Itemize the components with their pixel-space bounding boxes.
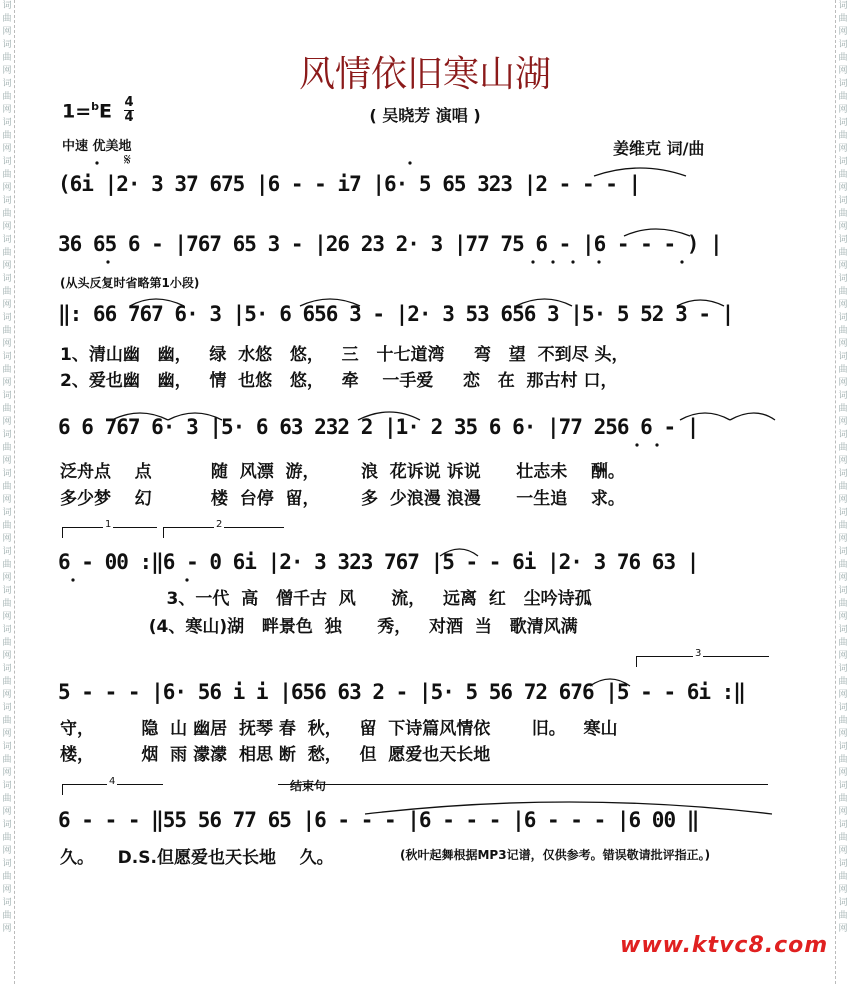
slur-8 (680, 413, 730, 420)
dot-11 (71, 578, 74, 581)
slur-9 (730, 413, 775, 420)
ending-label: 结束句 (290, 779, 327, 793)
dot-10 (655, 443, 658, 446)
slur-4 (677, 300, 724, 306)
music-row-5: 6 - 00 :‖6 - 0 6i |2· 3 323 767 |5 - - 6i |2· 3 76 63 | (58, 550, 699, 574)
tempo-marking: 中速 优美地 (62, 139, 132, 154)
slur-5 (112, 413, 168, 420)
repeat-note: (从头反复时省略第1小段) (60, 276, 200, 290)
dot-7 (597, 260, 600, 263)
dot-12 (185, 578, 188, 581)
song-title: 风情依旧寒山湖 (298, 54, 551, 95)
transcriber-note: (秋叶起舞根据MP3记谱，仅供参考。错误敬请批评指正。) (400, 848, 711, 862)
left-watermark-strip: 词曲网词曲网词曲网词曲网词曲网词曲网词曲网词曲网词曲网词曲网词曲网词曲网词曲网词曲网词曲网词曲网词曲网词曲网词曲网词曲网词曲网词曲网词曲网词曲网 (0, 0, 15, 984)
lyric-row-5-verse-3: 3、一代 高 僧千古 风 流， 远离 红 尘吟诗孤 (60, 589, 592, 609)
lyric-row-4-verse-2: 多少梦 幻 楼 台停 留， 多 少浪漫 浪漫 一生追 求。 (60, 489, 625, 509)
slur-13 (594, 168, 686, 176)
dot-8 (680, 260, 683, 263)
lyric-row-6-verse-4: 楼， 烟 雨 濛濛 相思 断 愁， 但 愿爱也天长地 (60, 745, 491, 765)
key-prefix: 1= (62, 100, 92, 123)
music-row-4: 6 6 767 6· 3 |5· 6 63 232 2 |1· 2 35 6 6· |77 256 6 - | (58, 415, 699, 439)
slur-1 (130, 299, 184, 306)
lyric-row-3-verse-2: 2、爱也幽 幽， 情 也悠 悠， 牵 一手爱 恋 在 那古村 口， (60, 371, 618, 391)
music-row-1: (6i |2· 3 37 675 |6 - - i7 |6· 5 65 323 |2 - - - | (58, 172, 641, 196)
dot-4 (531, 260, 534, 263)
volta-number-4: 4 (109, 776, 116, 787)
slur-11 (590, 679, 630, 686)
key-note: E (99, 100, 112, 123)
author-credit: 姜维克 词/曲 (613, 139, 705, 158)
music-row-3: ‖: 66 767 6· 3 |5· 6 656 3 - |2· 3 53 656 3 |5· 5 52 3 - | (58, 302, 734, 326)
slur-6 (168, 413, 222, 420)
lyric-row-5-verse-4: (4、寒山)湖 畔景色 独 秀， 对酒 当 歌清风满 (60, 617, 578, 637)
meter-top: 4 (124, 95, 134, 110)
dot-2 (408, 161, 411, 164)
volta-number-2: 2 (216, 519, 223, 530)
music-row-6: 5 - - - |6· 56 i i |656 63 2 - |5· 5 56 72 676 |5 - - 6i :‖ (58, 680, 745, 704)
volta-number-3: 3 (695, 648, 702, 659)
slur-7 (358, 412, 420, 420)
slur-14 (624, 229, 690, 236)
lyric-row-6-verse-3: 守， 隐 山 幽居 抚琴 春 秋， 留 下诗篇风情依 旧。 寒山 (60, 719, 618, 739)
right-watermark-strip: 词曲网词曲网词曲网词曲网词曲网词曲网词曲网词曲网词曲网词曲网词曲网词曲网词曲网词曲网词曲网词曲网词曲网词曲网词曲网词曲网词曲网词曲网词曲网词曲网 (835, 0, 850, 984)
segno-sign: 𝄋 (124, 150, 131, 169)
lyric-row-7: 久。 D.S.但愿爱也天长地 久。 (60, 848, 334, 868)
slur-10 (440, 549, 478, 556)
volta-number-1: 1 (105, 519, 112, 530)
slur-12 (365, 802, 772, 814)
lyric-row-4-verse-1: 泛舟点 点 随 风漂 游， 浪 花诉说 诉说 壮志未 酬。 (60, 462, 625, 482)
dot-1 (95, 161, 98, 164)
singer-credit: ( 吴晓芳 演唱 ) (369, 106, 481, 125)
dot-5 (551, 260, 554, 263)
meter-bottom: 4 (124, 110, 134, 125)
slur-2 (300, 299, 360, 306)
dot-6 (571, 260, 574, 263)
key-flat: b (91, 100, 100, 113)
dot-3 (106, 260, 109, 263)
slur-3 (516, 299, 572, 306)
dot-9 (635, 443, 638, 446)
music-row-2: 36 65 6 - |767 65 3 - |26 23 2· 3 |77 75 6 - |6 - - - ) | (58, 232, 722, 256)
website-watermark: www.ktvc8.com (620, 933, 829, 958)
lyric-row-3-verse-1: 1、清山幽 幽， 绿 水悠 悠， 三 十七道湾 弯 望 不到尽 头， (60, 345, 629, 365)
music-row-7: 6 - - - ‖55 56 77 65 |6 - - - |6 - - - |6 - - - |6 00 ‖ (58, 808, 699, 832)
